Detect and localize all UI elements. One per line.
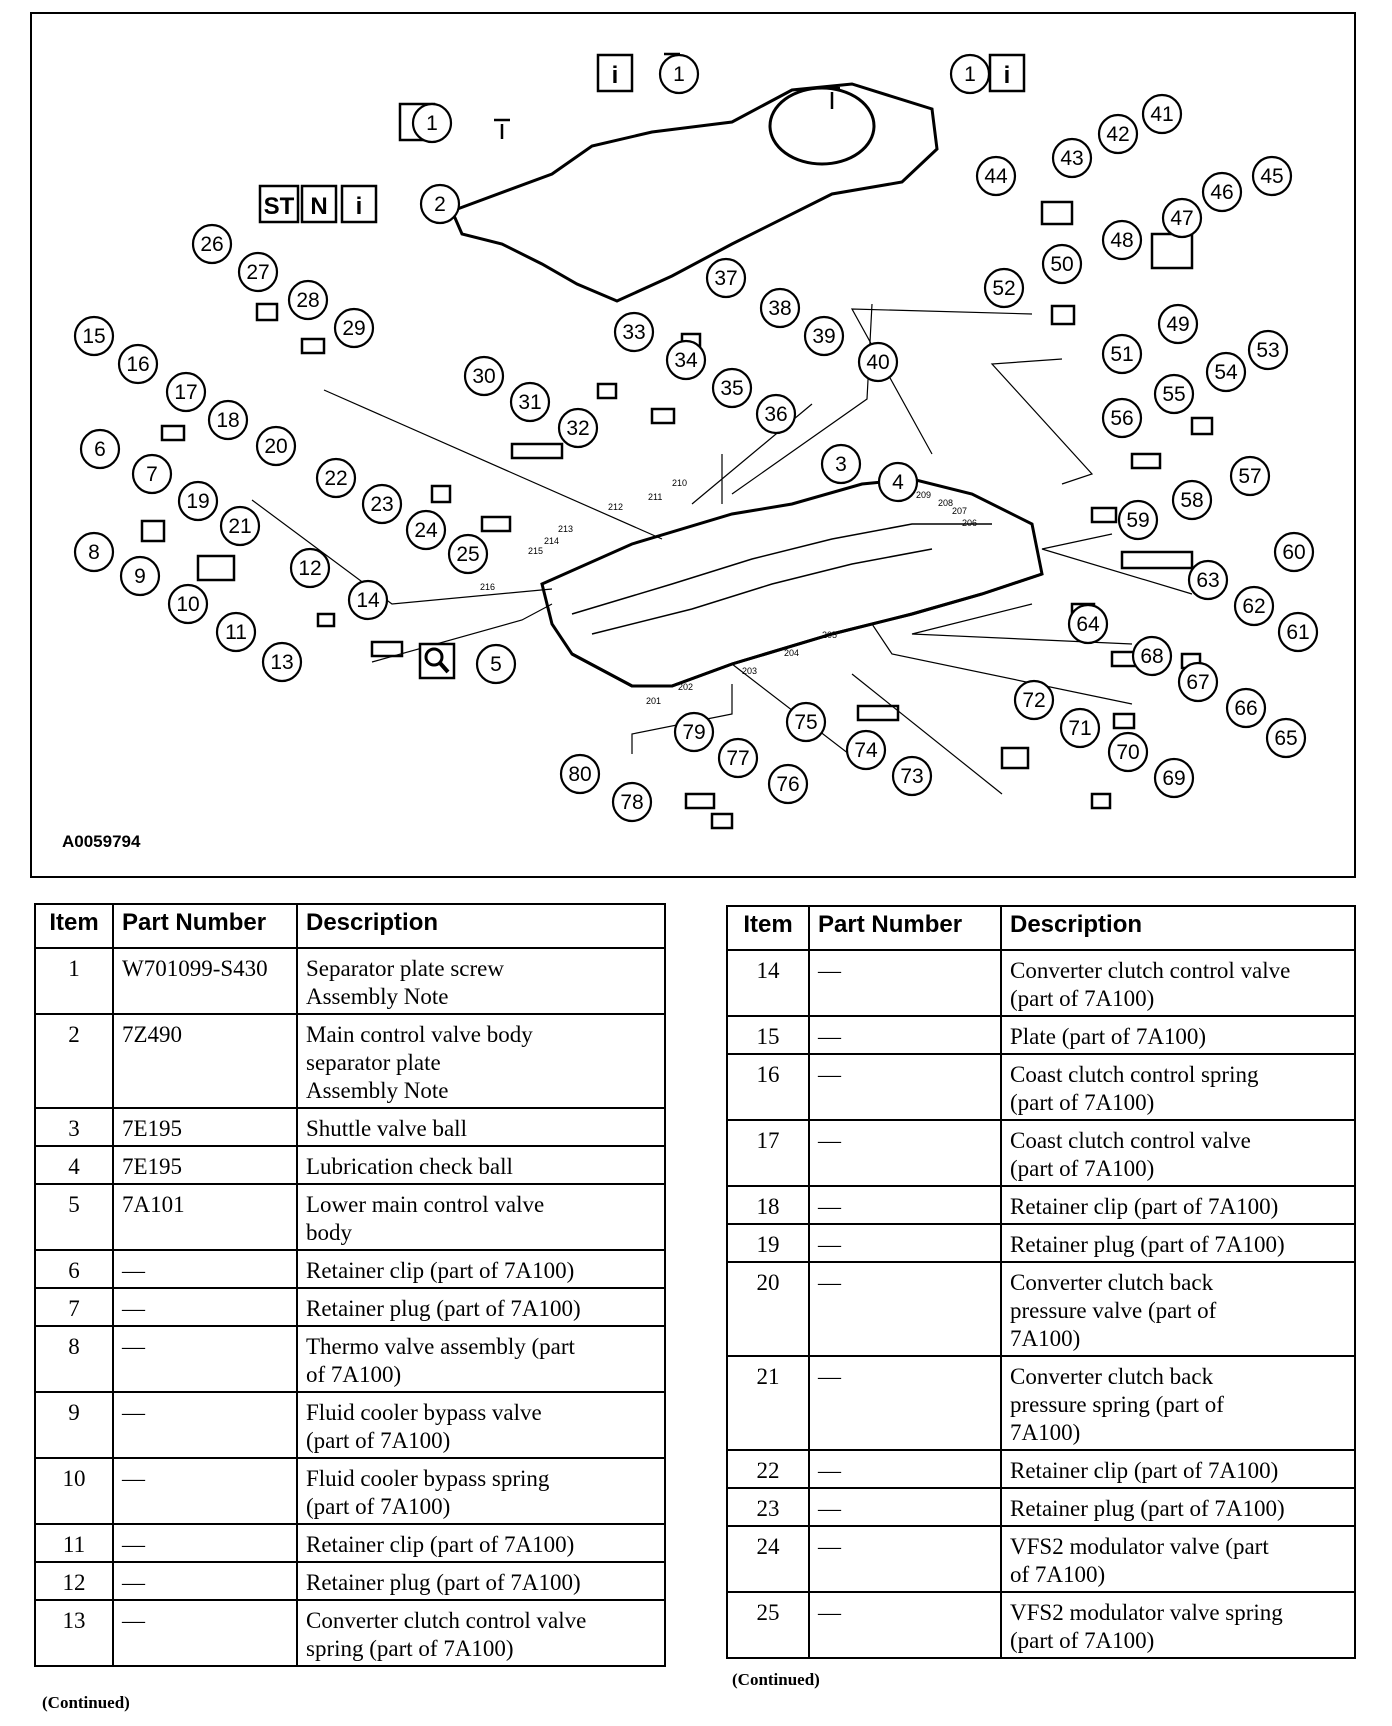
passage-label: 210 — [672, 478, 688, 488]
table-row — [727, 1262, 1355, 1356]
passage-label: 209 — [916, 490, 932, 500]
table-row — [727, 1592, 1355, 1658]
item-number: 13 — [35, 1600, 113, 1666]
description-line: 7A100) — [1010, 1326, 1081, 1351]
callout-number: 16 — [126, 353, 150, 376]
description-line: Coast clutch control spring — [1010, 1062, 1259, 1087]
header-part-number: Part Number — [113, 904, 297, 948]
passage-label: 211 — [648, 492, 663, 502]
item-number: 7 — [35, 1288, 113, 1326]
description-line: VFS2 modulator valve spring — [1010, 1600, 1283, 1625]
description-line: Converter clutch control valve — [306, 1608, 587, 1633]
description — [1001, 1224, 1355, 1262]
part-number: — — [809, 1016, 1001, 1054]
description-line: Plate (part of 7A100) — [1010, 1024, 1207, 1049]
item-number: 21 — [727, 1356, 809, 1450]
description-line: Converter clutch control valve — [1010, 958, 1291, 983]
passage-label: 207 — [952, 506, 968, 516]
description-line: body — [306, 1220, 352, 1245]
description — [297, 1184, 665, 1250]
callout-number: 34 — [674, 349, 698, 372]
passage-label: 213 — [558, 524, 574, 534]
valve-body-illustration — [32, 14, 1354, 876]
description-line: Fluid cooler bypass spring — [306, 1466, 550, 1491]
table-row — [727, 1450, 1355, 1488]
description-line: Retainer plug (part of 7A100) — [306, 1570, 581, 1595]
table-row — [35, 948, 665, 1014]
callout-number: 59 — [1126, 509, 1150, 532]
callout-number: 53 — [1256, 339, 1280, 362]
callout-number: 29 — [342, 317, 366, 340]
part-number: — — [113, 1562, 297, 1600]
item-number: 5 — [35, 1184, 113, 1250]
table-row — [727, 1356, 1355, 1450]
description — [297, 1326, 665, 1392]
passage-label: 205 — [822, 630, 838, 640]
callout-number: 10 — [176, 593, 200, 616]
callout-number: 25 — [456, 543, 480, 566]
description-line: Converter clutch back — [1010, 1364, 1214, 1389]
callout-number: 20 — [264, 435, 288, 458]
callout-number: 36 — [764, 403, 788, 426]
description — [1001, 1054, 1355, 1120]
table-row — [35, 1014, 665, 1108]
table-row — [727, 1016, 1355, 1054]
part-number: — — [113, 1288, 297, 1326]
callout-number: 46 — [1210, 181, 1234, 204]
description — [297, 1288, 665, 1326]
item-number: 6 — [35, 1250, 113, 1288]
item-number: 10 — [35, 1458, 113, 1524]
callout-number: 2 — [434, 193, 446, 216]
description-line: Coast clutch control valve — [1010, 1128, 1251, 1153]
header-description: Description — [1001, 906, 1355, 950]
part-number: — — [113, 1392, 297, 1458]
callout-number: 44 — [984, 165, 1008, 188]
callout-number: 63 — [1196, 569, 1220, 592]
description-line: (part of 7A100) — [1010, 1628, 1155, 1653]
part-number: — — [809, 1592, 1001, 1658]
description-line: Retainer plug (part of 7A100) — [1010, 1232, 1285, 1257]
callout-number: 1 — [426, 112, 438, 135]
item-number: 18 — [727, 1186, 809, 1224]
description-line: Fluid cooler bypass valve — [306, 1400, 542, 1425]
symbol-label: N — [310, 193, 328, 220]
passage-label: 208 — [938, 498, 954, 508]
callout-number: 5 — [490, 653, 502, 676]
description-line: 7A100) — [1010, 1420, 1081, 1445]
description-line: (part of 7A100) — [1010, 986, 1155, 1011]
callout-number: 75 — [794, 711, 818, 734]
passage-label: 201 — [646, 696, 662, 706]
part-number: — — [113, 1524, 297, 1562]
callout-number: 37 — [714, 267, 738, 290]
table-row — [35, 1524, 665, 1562]
description — [1001, 1016, 1355, 1054]
callout-number: 6 — [94, 438, 106, 461]
callout-number: 79 — [682, 721, 706, 744]
table-header-row — [727, 906, 1355, 950]
table-row — [35, 1326, 665, 1392]
continued-note-right: (Continued) — [732, 1670, 820, 1689]
item-number: 9 — [35, 1392, 113, 1458]
callout-number: 32 — [566, 417, 590, 440]
item-number: 3 — [35, 1108, 113, 1146]
item-number: 24 — [727, 1526, 809, 1592]
item-number: 14 — [727, 950, 809, 1016]
table-row — [35, 1458, 665, 1524]
symbol-label: i — [1003, 62, 1011, 89]
header-item: Item — [727, 906, 809, 950]
description-line: Assembly Note — [306, 984, 449, 1009]
passage-label: 212 — [608, 502, 624, 512]
part-number: — — [113, 1458, 297, 1524]
description-line: Retainer clip (part of 7A100) — [1010, 1458, 1279, 1483]
callout-number: 21 — [228, 515, 252, 538]
table-row — [35, 1146, 665, 1184]
callout-number: 49 — [1166, 313, 1190, 336]
description — [1001, 950, 1355, 1016]
callout-number: 77 — [726, 747, 750, 770]
description-line: Retainer clip (part of 7A100) — [1010, 1194, 1279, 1219]
description — [1001, 1120, 1355, 1186]
callout-number: 26 — [200, 233, 224, 256]
description-line: VFS2 modulator valve (part — [1010, 1534, 1269, 1559]
item-number: 1 — [35, 948, 113, 1014]
magnifier-icon — [420, 644, 454, 678]
part-number: — — [809, 1186, 1001, 1224]
figure-id: A0059794 — [62, 832, 141, 851]
description — [1001, 1262, 1355, 1356]
description-line: spring (part of 7A100) — [306, 1636, 514, 1661]
callout-number: 19 — [186, 490, 210, 513]
description — [297, 1458, 665, 1524]
callout-number: 51 — [1110, 343, 1134, 366]
table-row — [35, 1392, 665, 1458]
callout-number: 52 — [992, 277, 1016, 300]
part-number: — — [113, 1250, 297, 1288]
item-number: 15 — [727, 1016, 809, 1054]
description-line: Retainer plug (part of 7A100) — [306, 1296, 581, 1321]
callout-number: 27 — [246, 261, 270, 284]
part-number: — — [809, 1488, 1001, 1526]
item-number: 22 — [727, 1450, 809, 1488]
callout-number: 1 — [964, 63, 976, 86]
part-number: — — [809, 1224, 1001, 1262]
exploded-view-diagram — [30, 12, 1356, 878]
table-header-row — [35, 904, 665, 948]
description — [1001, 1356, 1355, 1450]
description-line: of 7A100) — [306, 1362, 402, 1387]
description-line: pressure spring (part of — [1010, 1392, 1224, 1417]
callout-number: 74 — [854, 739, 878, 762]
item-number: 4 — [35, 1146, 113, 1184]
passage-label: 204 — [784, 648, 800, 658]
part-number: — — [809, 1526, 1001, 1592]
description-line: Thermo valve assembly (part — [306, 1334, 575, 1359]
symbol-label: i — [355, 193, 363, 220]
callout-number: 69 — [1162, 767, 1186, 790]
description-line: pressure valve (part of — [1010, 1298, 1217, 1323]
description — [1001, 1592, 1355, 1658]
description — [297, 1014, 665, 1108]
callout-number: 28 — [296, 289, 320, 312]
callout-number: 4 — [892, 471, 904, 494]
passage-label: 203 — [742, 666, 758, 676]
callout-number: 55 — [1162, 383, 1186, 406]
table-row — [727, 1488, 1355, 1526]
callout-number: 7 — [146, 463, 158, 486]
header-item: Item — [35, 904, 113, 948]
callout-number: 12 — [298, 557, 322, 580]
callout-number: 62 — [1242, 595, 1266, 618]
passage-label: 216 — [480, 582, 496, 592]
separator-plate — [452, 84, 937, 301]
callout-number: 60 — [1282, 541, 1306, 564]
callout-number: 40 — [866, 351, 890, 374]
callout-number: 43 — [1060, 147, 1084, 170]
continued-note-left: (Continued) — [42, 1693, 130, 1712]
description-line: Converter clutch back — [1010, 1270, 1214, 1295]
item-number: 19 — [727, 1224, 809, 1262]
item-number: 23 — [727, 1488, 809, 1526]
callout-number: 15 — [82, 325, 106, 348]
symbol-label: i — [611, 62, 619, 89]
part-number: — — [113, 1600, 297, 1666]
description-line: Main control valve body — [306, 1022, 533, 1047]
description — [297, 1524, 665, 1562]
callout-number: 23 — [370, 493, 394, 516]
callout-number: 70 — [1116, 741, 1140, 764]
table-row — [35, 1288, 665, 1326]
callout-number: 38 — [768, 297, 792, 320]
table-row — [727, 1224, 1355, 1262]
part-number: — — [809, 1054, 1001, 1120]
description — [297, 1250, 665, 1288]
callout-number: 13 — [270, 651, 294, 674]
description-line: Retainer plug (part of 7A100) — [1010, 1496, 1285, 1521]
table-row — [727, 1120, 1355, 1186]
callout-number: 42 — [1106, 123, 1130, 146]
passage-label: 215 — [528, 546, 544, 556]
table-row — [727, 1526, 1355, 1592]
description-line: Lower main control valve — [306, 1192, 545, 1217]
callout-number: 50 — [1050, 253, 1074, 276]
callout-number: 47 — [1170, 207, 1194, 230]
part-number: 7E195 — [113, 1108, 297, 1146]
part-number: 7A101 — [113, 1184, 297, 1250]
callout-number: 41 — [1150, 103, 1174, 126]
part-number: — — [809, 1450, 1001, 1488]
description — [297, 1600, 665, 1666]
part-number: — — [809, 1262, 1001, 1356]
callout-number: 65 — [1274, 727, 1298, 750]
callout-number: 14 — [356, 589, 380, 612]
callout-number: 73 — [900, 765, 924, 788]
item-number: 16 — [727, 1054, 809, 1120]
callout-number: 71 — [1068, 717, 1092, 740]
description-line: Shuttle valve ball — [306, 1116, 467, 1141]
part-number: 7Z490 — [113, 1014, 297, 1108]
callout-number: 80 — [568, 763, 592, 786]
description — [1001, 1526, 1355, 1592]
callout-number: 18 — [216, 409, 240, 432]
callout-number: 78 — [620, 791, 644, 814]
callout-number: 66 — [1234, 697, 1258, 720]
part-number: — — [113, 1326, 297, 1392]
callout-number: 24 — [414, 519, 438, 542]
callout-number: 61 — [1286, 621, 1310, 644]
item-number: 8 — [35, 1326, 113, 1392]
callout-number: 31 — [518, 391, 542, 414]
callout-number: 17 — [174, 381, 198, 404]
callout-number: 76 — [776, 773, 800, 796]
callout-number: 1 — [673, 63, 685, 86]
description — [1001, 1450, 1355, 1488]
callout-number: 54 — [1214, 361, 1238, 384]
parts-table-left — [34, 903, 666, 1667]
description — [297, 1392, 665, 1458]
table-row — [727, 1186, 1355, 1224]
part-number: W701099-S430 — [113, 948, 297, 1014]
description — [297, 1108, 665, 1146]
table-row — [727, 1054, 1355, 1120]
part-number: — — [809, 1120, 1001, 1186]
description-line: Assembly Note — [306, 1078, 449, 1103]
parts-table-right — [726, 905, 1356, 1659]
item-number: 17 — [727, 1120, 809, 1186]
description-line: (part of 7A100) — [306, 1494, 451, 1519]
callout-number: 48 — [1110, 229, 1134, 252]
table-row — [35, 1600, 665, 1666]
callout-number: 35 — [720, 377, 744, 400]
part-number: — — [809, 1356, 1001, 1450]
callout-number: 45 — [1260, 165, 1284, 188]
item-number: 12 — [35, 1562, 113, 1600]
description-line: (part of 7A100) — [306, 1428, 451, 1453]
description-line: Separator plate screw — [306, 956, 504, 981]
callout-number: 56 — [1110, 407, 1134, 430]
passage-label: 206 — [962, 518, 978, 528]
callout-number: 30 — [472, 365, 496, 388]
part-number: 7E195 — [113, 1146, 297, 1184]
description-line: Lubrication check ball — [306, 1154, 513, 1179]
table-row — [35, 1562, 665, 1600]
item-number: 2 — [35, 1014, 113, 1108]
symbol-label: ST — [263, 193, 295, 220]
description-line: separator plate — [306, 1050, 441, 1075]
callout-number: 68 — [1140, 645, 1164, 668]
description — [297, 1562, 665, 1600]
callout-number: 33 — [622, 321, 646, 344]
callout-number: 58 — [1180, 489, 1204, 512]
description-line: Retainer clip (part of 7A100) — [306, 1258, 575, 1283]
table-row — [35, 1108, 665, 1146]
description-line: Retainer clip (part of 7A100) — [306, 1532, 575, 1557]
item-number: 11 — [35, 1524, 113, 1562]
callout-number: 67 — [1186, 671, 1210, 694]
table-row — [35, 1250, 665, 1288]
callout-number: 8 — [88, 541, 100, 564]
description — [1001, 1488, 1355, 1526]
part-number: — — [809, 950, 1001, 1016]
header-part-number: Part Number — [809, 906, 1001, 950]
callout-number: 11 — [225, 621, 247, 644]
callout-number: 9 — [134, 565, 146, 588]
description-line: of 7A100) — [1010, 1562, 1106, 1587]
callout-number: 57 — [1238, 465, 1262, 488]
callout-number: 3 — [835, 453, 847, 476]
description-line: (part of 7A100) — [1010, 1156, 1155, 1181]
callout-number: 22 — [324, 467, 348, 490]
header-description: Description — [297, 904, 665, 948]
passage-label: 214 — [544, 536, 560, 546]
table-row — [727, 950, 1355, 1016]
callout-number: 72 — [1022, 689, 1046, 712]
callout-number: 39 — [812, 325, 836, 348]
table-row — [35, 1184, 665, 1250]
description-line: (part of 7A100) — [1010, 1090, 1155, 1115]
item-number: 20 — [727, 1262, 809, 1356]
passage-label: 202 — [678, 682, 694, 692]
description — [1001, 1186, 1355, 1224]
description — [297, 948, 665, 1014]
description — [297, 1146, 665, 1184]
item-number: 25 — [727, 1592, 809, 1658]
callout-number: 64 — [1076, 613, 1100, 636]
